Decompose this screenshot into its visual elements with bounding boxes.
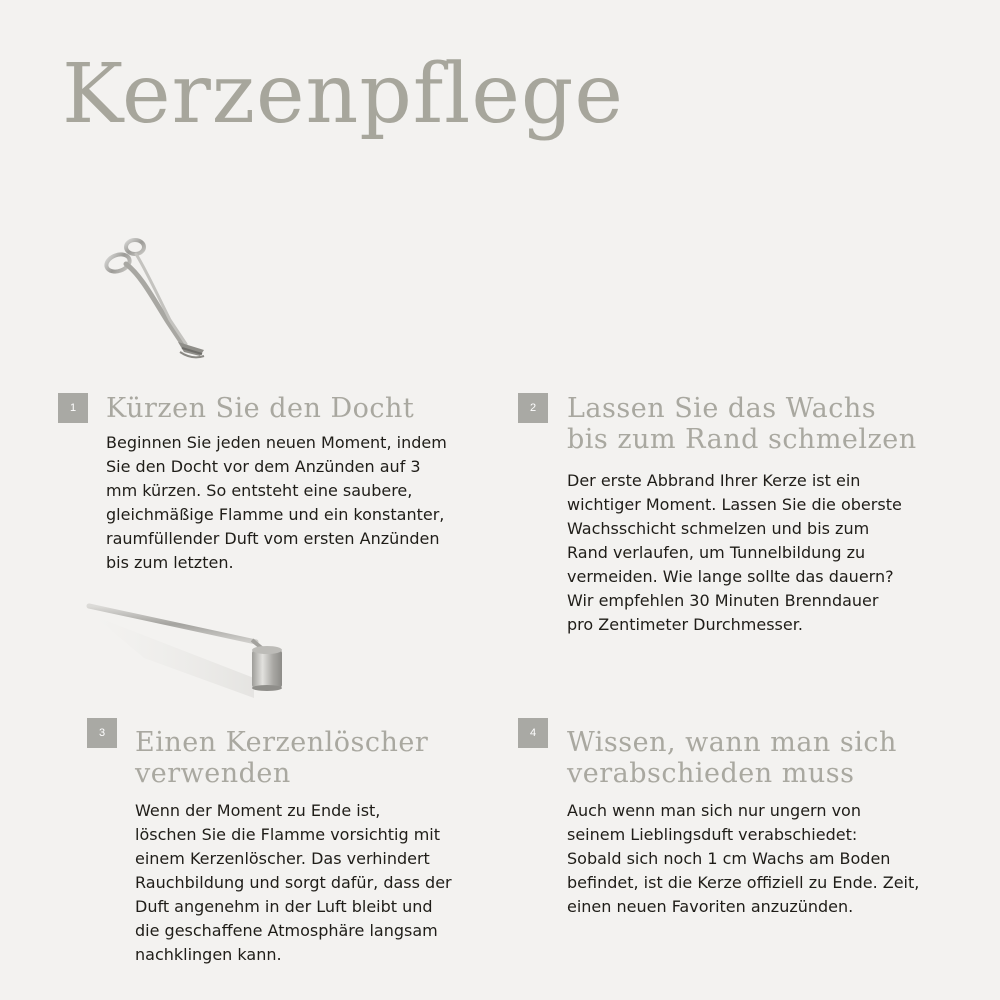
step-title: Wissen, wann man sich verabschieden muss — [567, 727, 897, 789]
step-body: Beginnen Sie jeden neuen Moment, indem Sie den Docht vor dem Anzünden auf 3 mm kürzen. So entsteht eine saubere, gleichmäßige Flamme und ein konstanter, raumfüllender Duft vom ersten Anzünden bis zum letzten. — [106, 433, 447, 572]
step-body: Auch wenn man sich nur ungern von seinem Lieblingsduft verabschiedet: Sobald sich noch 1 cm Wachs am Boden befindet, ist die Kerze offiziell zu Ende. Zeit, einen neuen Favoriten anzuzünden. — [567, 801, 920, 916]
candle-snuffer-icon — [84, 598, 289, 708]
step-title: Einen Kerzenlöscher verwenden — [135, 727, 429, 789]
page-title: Kerzenpflege — [62, 47, 624, 142]
step-number-badge: 1 — [58, 393, 88, 423]
step-title: Kürzen Sie den Docht — [106, 393, 415, 424]
step-title: Lassen Sie das Wachs bis zum Rand schmelzen — [567, 393, 917, 455]
step-number-badge: 3 — [87, 718, 117, 748]
step-number-badge: 2 — [518, 393, 548, 423]
step-body: Der erste Abbrand Ihrer Kerze ist ein wichtiger Moment. Lassen Sie die oberste Wachsschicht schmelzen und bis zum Rand verlaufen, um Tunnelbildung zu vermeiden. Wie lange sollte das dauern? Wir empfehlen 30 Minuten Brenndauer pro Zentimeter Durchmesser. — [567, 471, 902, 634]
step-number-badge: 4 — [518, 718, 548, 748]
wick-trimmer-icon — [96, 230, 216, 365]
step-body: Wenn der Moment zu Ende ist, löschen Sie die Flamme vorsichtig mit einem Kerzenlöscher. Das verhindert Rauchbildung und sorgt dafür, dass der Duft angenehm in der Luft bleibt und die geschaffene Atmosphäre langsam nachklingen kann. — [135, 801, 452, 964]
